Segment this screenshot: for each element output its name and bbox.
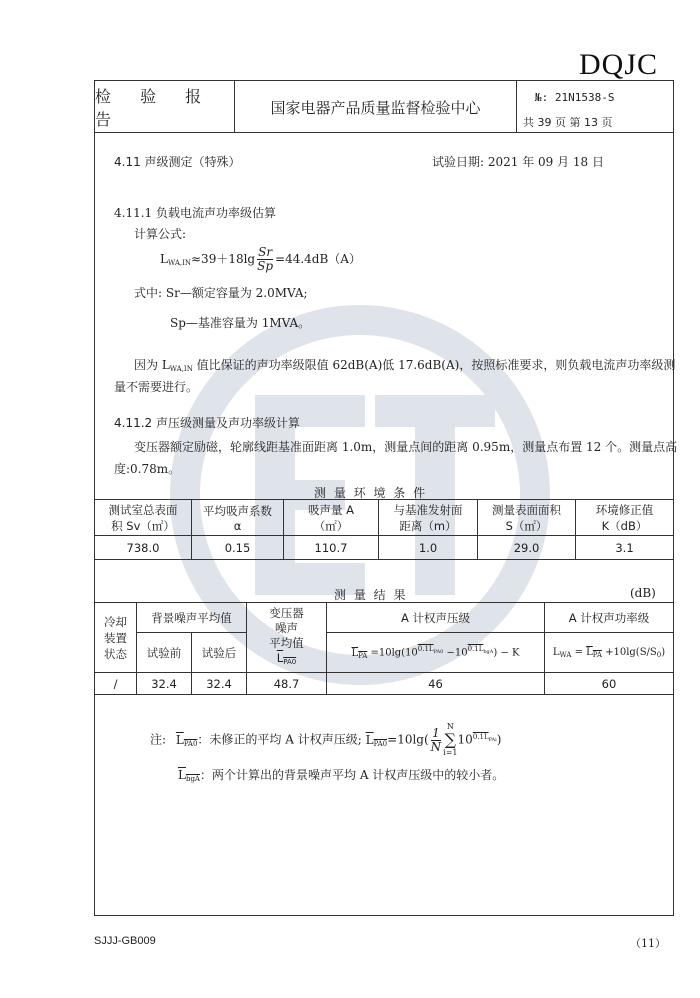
env-value-surface: 29.0	[478, 536, 576, 560]
lpa-f4: ) − K	[493, 647, 520, 659]
result-value-cooling: /	[95, 673, 137, 695]
note2-sub: bgA	[185, 775, 200, 783]
fraction-numerator: Sr	[258, 245, 273, 259]
env-header-distance-l2: 距离（m）	[399, 518, 457, 533]
note-1	[150, 722, 501, 758]
env-header-alpha-l2: α	[233, 518, 242, 533]
env-value-absorption: 110.7	[284, 536, 379, 560]
env-value-distance: 1.0	[379, 536, 478, 560]
note1-formula-symbol	[366, 733, 388, 747]
result-header-background: 背景噪声平均值	[137, 603, 247, 633]
env-header-absorption-l2: （㎡）	[313, 518, 349, 533]
env-header-surface-l2: S（㎡）	[505, 518, 548, 533]
result-header-before: 试验前	[137, 633, 192, 673]
result-header-lwa: A 计权声功率级	[545, 603, 674, 633]
lpa-exp1	[417, 645, 444, 656]
brand-mark: DQJC	[578, 48, 658, 81]
lwa-f1: L	[552, 646, 560, 658]
note1-frac-den: N	[430, 739, 442, 754]
env-header-absorption-l1: 吸声量 A	[307, 502, 355, 517]
lwa-f4-sub: 0	[656, 650, 662, 659]
organization-name: 国家电器产品质量监督检验中心	[235, 81, 517, 133]
lpa-e1: 0.1L	[417, 645, 434, 654]
note1-exp-base: 0.1L	[472, 732, 489, 741]
report-type: 检 验 报 告	[95, 81, 235, 133]
calc-label: 计算公式:	[134, 227, 187, 241]
transformer-symbol	[277, 651, 296, 665]
env-header-distance	[379, 500, 478, 536]
note1-pow: 10	[457, 732, 473, 747]
note1-frac-num: 1	[432, 725, 440, 740]
lwa-f2: =	[571, 646, 587, 658]
note1-sub: PA0	[183, 739, 198, 748]
footer-page: （11）	[630, 937, 666, 950]
note-2	[178, 766, 504, 783]
conclusion-line-1	[134, 356, 675, 373]
env-header-k-l2: K（dB）	[601, 518, 648, 533]
env-header-k-l1: 环境修正值	[595, 502, 654, 517]
report-meta	[517, 81, 675, 133]
report-number: №: 21N1538-S	[535, 91, 615, 104]
subsection-title-2: 4.11.2 声压级测量及声功率级计算	[114, 416, 300, 430]
transformer-sym: L	[276, 650, 284, 665]
note1-sym: L	[175, 732, 184, 747]
conclusion-prefix: 因为 L	[134, 358, 170, 372]
note1-end: )	[496, 732, 502, 747]
note1-f-sub: PA0	[373, 739, 388, 748]
sum-bottom: i=1	[443, 748, 458, 757]
where-line-2: Sp—基准容量为 1MVA。	[170, 316, 311, 330]
result-table-unit: (dB)	[630, 586, 656, 600]
result-value-lwa: 60	[545, 673, 674, 695]
formula-result: =44.4dB（A）	[275, 252, 361, 266]
lpa-f3: −10	[443, 647, 468, 659]
note-label: 注:	[150, 732, 167, 747]
lwa-lpa-sym	[586, 647, 602, 658]
env-table	[94, 499, 674, 560]
result-header-transformer	[247, 603, 327, 673]
lpa-f2: =10lg(10	[367, 647, 418, 659]
env-value-alpha: 0.15	[192, 536, 284, 560]
transformer-l2: 噪声	[275, 620, 298, 635]
formula-symbol: L	[160, 252, 168, 266]
footer-code: SJJJ-GB009	[94, 935, 156, 947]
env-header-distance-l1: 与基准发射面	[393, 502, 463, 517]
env-header-area-l1: 测试室总表面	[108, 502, 178, 517]
conclusion-line-2: 量不需要进行。	[114, 380, 199, 394]
formula-lwa-in	[160, 246, 361, 273]
cooling-l2: 装置	[104, 630, 127, 645]
lwa-f5: )	[661, 646, 666, 658]
lpa-f1: L	[351, 647, 359, 659]
sum-top: N	[446, 722, 454, 731]
transformer-sub: PA0	[283, 657, 297, 666]
lpa-exp2	[467, 645, 494, 656]
sum-sign: ∑	[444, 730, 457, 749]
note1-formula-eq: =10lg(	[387, 732, 429, 747]
result-value-before: 32.4	[137, 673, 192, 695]
conclusion-text: 值比保证的声功率级限值 62dB(A)低 17.6dB(A)，按照标准要求，则负载电流声功率级测	[192, 358, 676, 372]
lwa-f3-sub: PA	[592, 650, 602, 659]
result-value-after: 32.4	[192, 673, 247, 695]
note2-symbol	[178, 768, 200, 782]
result-value-lpa: 46	[327, 673, 545, 695]
desc-line-1: 变压器额定励磁，轮廓线距基准面距离 1.0m，测量点间的距离 0.95m，测量点布置 12 个。测量点高	[134, 440, 678, 454]
subsection-title-1: 4.11.1 负载电流声功率级估算	[114, 206, 276, 220]
test-date: 试验日期: 2021 年 09 月 18 日	[432, 155, 605, 169]
env-header-area-l2: 积 Sv（㎡）	[111, 518, 175, 533]
env-header-surface	[478, 500, 576, 536]
env-header-alpha-l1: 平均吸声系数	[203, 503, 272, 518]
cooling-l1: 冷却	[104, 614, 127, 629]
env-header-surface-l1: 测量表面面积	[492, 502, 561, 517]
result-value-transformer: 48.7	[247, 673, 327, 695]
where-line-1: 式中: Sr—额定容量为 2.0MVA;	[134, 286, 308, 300]
formula-subscript: WA,IN	[167, 259, 191, 267]
lwa-f1-sub: WA	[559, 650, 572, 659]
lpa-f1-sub: PA	[358, 651, 368, 660]
env-header-area	[95, 500, 192, 536]
conclusion-subscript: WA,IN	[169, 365, 193, 373]
env-table-title: 测 量 环 境 条 件	[314, 486, 428, 500]
lpa-formula-sym	[352, 648, 368, 659]
env-value-area: 738.0	[95, 536, 192, 560]
env-header-absorption	[284, 500, 379, 536]
cooling-l3: 状态	[104, 646, 127, 661]
formula-mid: ≈39＋18lg	[191, 252, 256, 266]
note1-text: ：未修正的平均 A 计权声压级;	[197, 732, 362, 747]
note1-sum	[443, 722, 457, 758]
result-table-title: 测 量 结 果	[334, 588, 408, 602]
result-header-lpa: A 计权声压级	[327, 603, 545, 633]
result-table	[94, 602, 674, 695]
note2-text: ：两个计算出的背景噪声平均 A 计权声压级中的较小者。	[200, 768, 505, 782]
lpa-e1-sub: PA0	[433, 649, 444, 656]
lpa-e2-sub: bgA	[483, 649, 494, 656]
report-header	[95, 81, 673, 133]
page-count: 共 39 页 第 13 页	[523, 116, 613, 129]
lpa-formula	[327, 633, 545, 673]
env-value-k: 3.1	[576, 536, 674, 560]
note1-fraction	[431, 727, 442, 754]
transformer-l1: 变压器	[269, 605, 304, 620]
note1-f-sym: L	[365, 732, 374, 747]
desc-line-2: 度:0.78m。	[114, 462, 181, 476]
result-header-after: 试验后	[192, 633, 247, 673]
formula-fraction	[257, 246, 273, 273]
note2-sym: L	[178, 768, 186, 782]
lwa-f3: L	[586, 646, 593, 658]
section-title: 4.11 声级测定（特殊）	[114, 155, 241, 169]
result-header-cooling	[95, 603, 137, 673]
lpa-e2: 0.1L	[467, 645, 484, 654]
transformer-l3: 平均值	[269, 635, 304, 650]
note1-symbol	[176, 733, 198, 747]
note1-exp-sub: PAi	[488, 736, 497, 743]
env-header-k	[576, 500, 674, 536]
env-header-alpha	[192, 500, 284, 536]
fraction-denominator: Sp	[257, 259, 274, 273]
lwa-formula	[545, 633, 674, 673]
note1-exp	[473, 733, 497, 741]
lwa-f4: +10lg(S/S	[601, 646, 657, 658]
